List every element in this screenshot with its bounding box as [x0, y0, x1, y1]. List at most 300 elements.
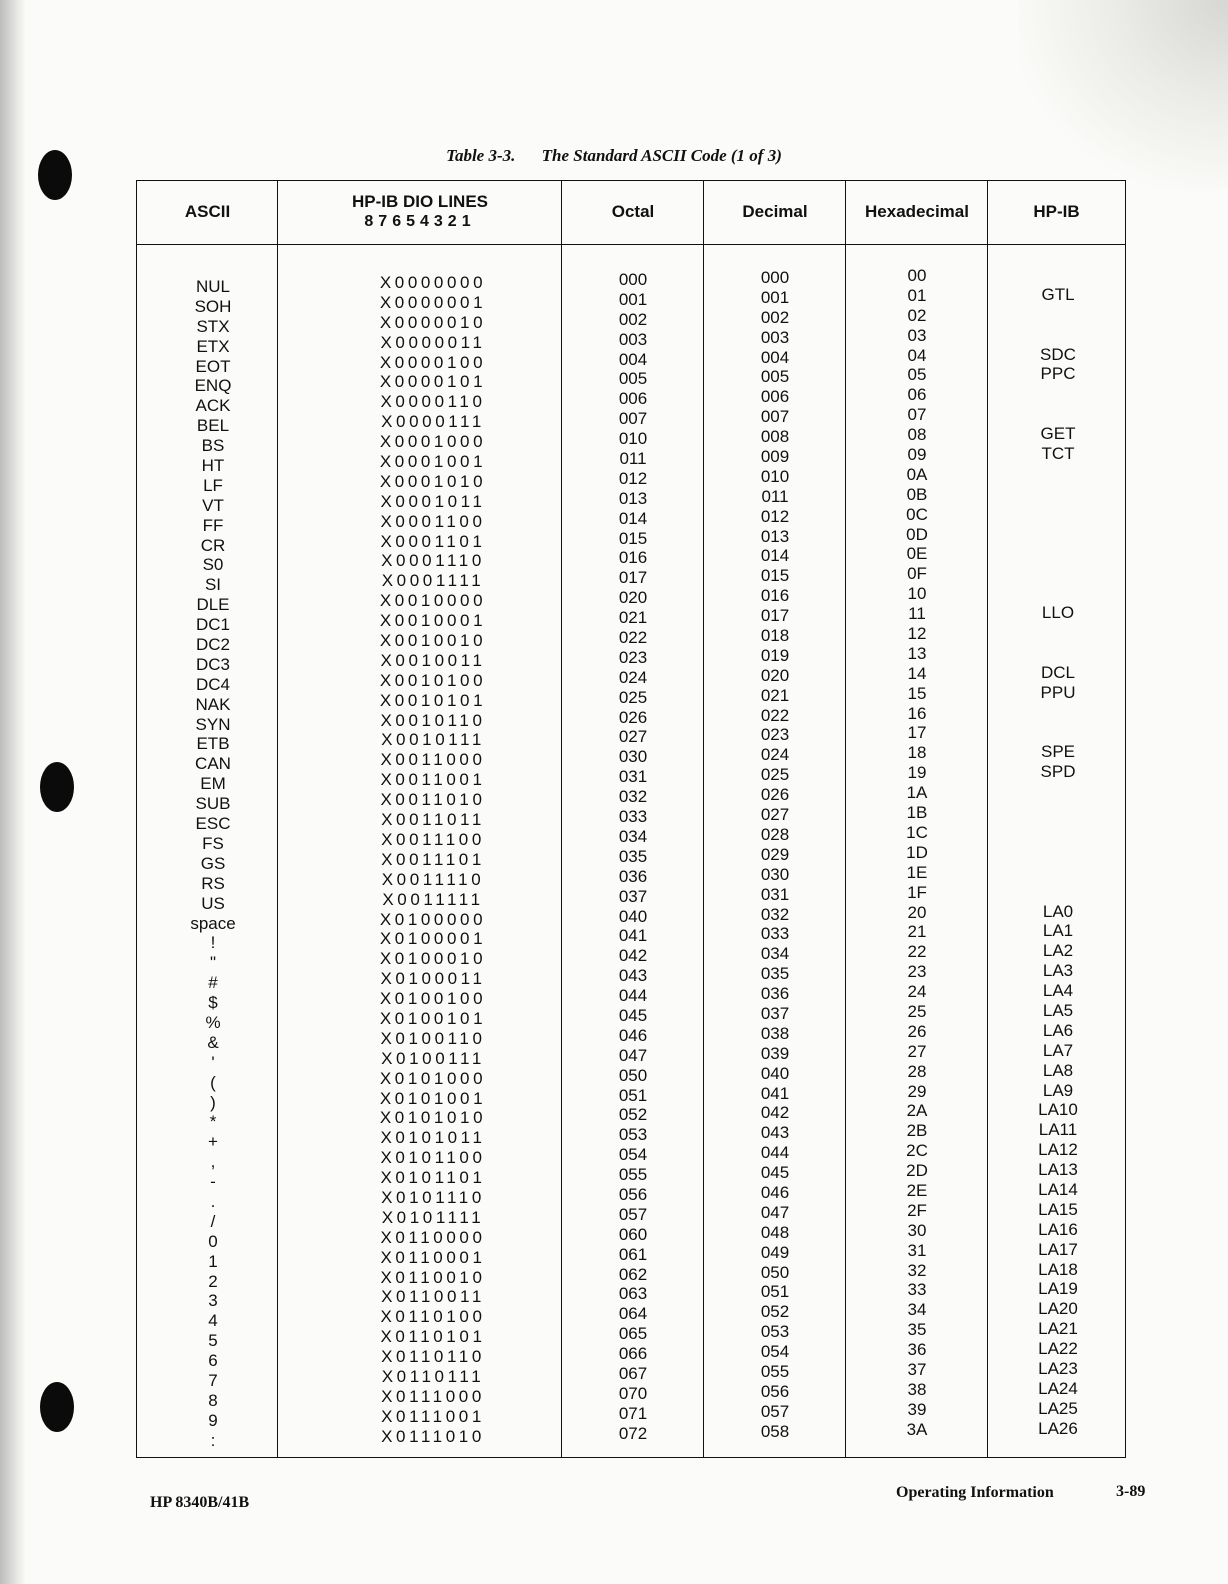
table-cell-ascii: NAK — [195, 694, 231, 714]
table-cell-hex: 14 — [907, 663, 927, 683]
table-cell-ascii: DLE — [196, 595, 230, 615]
table-cell-dio: X0110000 — [380, 1227, 486, 1247]
table-cell-decimal: 024 — [760, 745, 790, 765]
table-cell-dio: X0000000 — [379, 273, 487, 292]
table-cell-hpib — [993, 504, 1123, 524]
table-cell-octal: 014 — [618, 508, 648, 528]
table-cell-decimal: 053 — [760, 1322, 790, 1342]
table-cell-decimal: 039 — [760, 1043, 790, 1063]
table-cell-hex: 1B — [906, 803, 928, 823]
table-cell-hpib: LA0 — [1042, 901, 1074, 921]
table-cell-hpib: LA24 — [1038, 1378, 1078, 1398]
table-cell-hex: 38 — [907, 1379, 927, 1399]
table-cell-hpib — [993, 524, 1123, 544]
table-cell-dio: X0010100 — [379, 670, 487, 690]
table-cell-ascii: 4 — [208, 1311, 218, 1331]
table-cell-hpib: DCL — [1040, 662, 1075, 682]
table-cell-dio: X0000110 — [380, 392, 486, 412]
table-cell-octal: 065 — [618, 1324, 648, 1344]
table-cell-hex: 09 — [907, 445, 927, 465]
table-cell-dio: X0100110 — [380, 1028, 486, 1048]
table-cell-dio: X0011101 — [381, 849, 485, 869]
table-cell-hpib — [993, 305, 1123, 325]
column-octal — [567, 270, 699, 1444]
table-cell-ascii: CR — [200, 535, 226, 555]
table-cell-hpib: LA6 — [1042, 1020, 1074, 1040]
table-cell-decimal: 023 — [760, 725, 790, 745]
table-cell-decimal: 041 — [760, 1083, 790, 1103]
table-cell-hpib: LA2 — [1042, 941, 1074, 961]
table-cell-octal: 067 — [618, 1363, 648, 1383]
table-cell-ascii: 7 — [208, 1370, 218, 1390]
table-cell-hex: 23 — [907, 962, 927, 982]
table-cell-decimal: 027 — [760, 805, 790, 825]
table-cell-ascii: RS — [201, 873, 225, 893]
table-cell-hpib: GTL — [1041, 284, 1075, 304]
table-cell-octal: 034 — [618, 826, 648, 846]
table-cell-ascii: ACK — [195, 396, 231, 416]
table-cell-hpib: LA25 — [1038, 1398, 1078, 1418]
table-cell-decimal: 051 — [760, 1282, 790, 1302]
table-cell-dio: X0011100 — [381, 829, 485, 849]
table-cell-decimal: 000 — [760, 268, 790, 287]
table-cell-dio: X0000010 — [379, 312, 487, 332]
table-cell-octal: 056 — [618, 1184, 648, 1204]
table-cell-ascii: SOH — [194, 296, 232, 316]
table-cell-ascii: $ — [208, 993, 218, 1013]
table-cell-dio: X0001100 — [380, 511, 486, 531]
footer-page-number: 3-89 — [1116, 1483, 1146, 1500]
table-cell-hex: 33 — [907, 1280, 927, 1300]
table-cell-hex: 0E — [906, 544, 928, 564]
table-cell-dio: X0011010 — [380, 790, 486, 810]
table-cell-ascii: HT — [201, 456, 225, 476]
table-cell-ascii: US — [201, 893, 225, 913]
table-cell-hex: 1E — [906, 862, 928, 882]
table-cell-hex: 30 — [907, 1220, 927, 1240]
table-cell-octal: 033 — [618, 807, 648, 827]
table-cell-decimal: 020 — [760, 665, 790, 685]
table-cell-hpib: LA3 — [1042, 961, 1074, 981]
table-cell-dio: X0100111 — [381, 1048, 485, 1068]
column-divider — [561, 181, 562, 1457]
header-dio-lines — [278, 181, 562, 243]
table-cell-hex: 37 — [907, 1359, 927, 1379]
ascii-table — [136, 180, 1126, 1458]
table-cell-dio: X0011110 — [381, 869, 485, 889]
table-cell-decimal: 031 — [760, 884, 790, 904]
table-cell-hpib: SPD — [1040, 762, 1076, 782]
table-cell-ascii: space — [190, 913, 236, 933]
binder-hole-middle — [40, 762, 74, 812]
table-cell-decimal: 015 — [760, 566, 790, 586]
table-cell-octal: 061 — [618, 1244, 648, 1264]
table-cell-dio: X0100011 — [380, 969, 486, 989]
table-cell-decimal: 044 — [760, 1143, 790, 1163]
table-cell-hpib — [993, 484, 1123, 504]
table-cell-dio: X0110100 — [380, 1307, 486, 1327]
table-cell-octal: 051 — [618, 1085, 648, 1105]
table-cell-hex: 26 — [907, 1021, 927, 1041]
table-cell-dio: X0001010 — [379, 471, 487, 491]
table-cell-hex: 1C — [906, 822, 928, 842]
header-dio-bits: 87654321 — [364, 213, 476, 230]
table-cell-hpib: LA5 — [1042, 1000, 1074, 1020]
table-cell-hpib — [993, 862, 1123, 882]
table-cell-octal: 036 — [618, 866, 648, 886]
table-cell-dio: X0000101 — [379, 372, 487, 392]
table-cell-octal: 037 — [618, 886, 648, 906]
table-cell-ascii: " — [209, 953, 217, 973]
table-cell-hex: 2F — [907, 1200, 927, 1220]
table-cell-dio: X0101101 — [380, 1168, 486, 1188]
table-cell-hex: 03 — [907, 325, 927, 345]
table-cell-hex: 02 — [907, 305, 927, 325]
table-cell-dio: X0100010 — [379, 949, 487, 969]
table-cell-decimal: 011 — [761, 486, 789, 506]
table-cell-hpib: GET — [1040, 424, 1076, 444]
table-cell-octal: 006 — [618, 389, 648, 409]
table-cell-octal: 064 — [618, 1304, 648, 1324]
table-cell-ascii: + — [208, 1132, 218, 1152]
table-cell-hpib — [993, 265, 1123, 285]
table-cell-hex: 1A — [906, 783, 928, 803]
table-cell-dio: X0010001 — [379, 611, 487, 631]
table-cell-octal: 050 — [618, 1065, 648, 1085]
table-cell-hex: 3A — [906, 1419, 928, 1439]
table-cell-hex: 04 — [907, 345, 927, 365]
table-cell-ascii: ( — [210, 1072, 216, 1092]
table-cell-hex: 35 — [907, 1320, 927, 1340]
table-cell-hex: 19 — [907, 763, 927, 783]
table-cell-octal: 063 — [618, 1284, 648, 1304]
column-divider — [703, 181, 704, 1457]
table-cell-hex: 2A — [906, 1101, 928, 1121]
table-cell-hex: 31 — [907, 1240, 927, 1260]
table-cell-hpib: LA9 — [1042, 1080, 1074, 1100]
table-cell-decimal: 032 — [760, 904, 790, 924]
header-dio-title: HP-IB DIO LINES — [351, 192, 488, 211]
table-cell-hex: 25 — [907, 1001, 927, 1021]
table-cell-octal: 022 — [618, 628, 648, 648]
table-cell-decimal: 029 — [760, 844, 790, 864]
table-cell-octal: 047 — [618, 1045, 648, 1065]
table-cell-octal: 020 — [618, 588, 648, 608]
header-octal — [562, 181, 704, 243]
table-cell-decimal: 012 — [760, 506, 790, 526]
table-cell-octal: 035 — [618, 846, 648, 866]
table-cell-ascii: EOT — [195, 356, 231, 376]
table-cell-octal: 053 — [618, 1125, 648, 1145]
table-cell-octal: 062 — [618, 1264, 648, 1284]
table-cell-hpib — [993, 563, 1123, 583]
table-cell-ascii: ETX — [196, 336, 230, 356]
table-cell-hpib — [993, 722, 1123, 742]
table-cell-octal: 072 — [618, 1423, 648, 1443]
table-cell-ascii: * — [209, 1112, 217, 1132]
table-cell-hpib: LA18 — [1038, 1259, 1078, 1279]
table-cell-hpib: PPU — [1040, 682, 1076, 702]
table-cell-hex: 15 — [907, 683, 927, 703]
table-title: The Standard ASCII Code (1 of 3) — [541, 146, 782, 165]
table-cell-dio: X0110010 — [380, 1267, 486, 1287]
table-cell-hex: 1D — [906, 842, 928, 862]
table-cell-dio: X0110101 — [380, 1327, 486, 1347]
table-cell-octal: 026 — [618, 707, 648, 727]
table-cell-decimal: 055 — [760, 1361, 790, 1381]
table-cell-dio: X0011001 — [380, 770, 486, 790]
table-cell-dio: X0011111 — [382, 889, 484, 909]
table-cell-decimal: 016 — [760, 586, 790, 606]
table-cell-hex: 17 — [907, 723, 927, 743]
table-cell-dio: X0101001 — [379, 1088, 487, 1108]
table-cell-octal: 057 — [618, 1204, 648, 1224]
table-cell-decimal: 040 — [760, 1063, 790, 1083]
page-binding-edge — [0, 0, 26, 1584]
table-cell-dio: X0011011 — [381, 810, 485, 830]
table-cell-hpib: LA20 — [1038, 1299, 1078, 1319]
table-cell-ascii: ENQ — [194, 376, 232, 396]
table-cell-hpib: PPC — [1040, 364, 1076, 384]
table-cell-octal: 040 — [618, 906, 648, 926]
table-header-row — [137, 181, 1125, 245]
table-cell-hex: 12 — [907, 624, 927, 644]
table-cell-hpib — [993, 802, 1123, 822]
table-cell-hpib: LA13 — [1038, 1160, 1078, 1180]
table-cell-hex: 2C — [906, 1141, 928, 1161]
table-cell-ascii: 2 — [208, 1271, 218, 1291]
table-cell-decimal: 037 — [760, 1003, 790, 1023]
table-cell-octal: 071 — [618, 1403, 648, 1423]
table-cell-decimal: 017 — [760, 606, 790, 626]
table-cell-ascii: DC3 — [195, 654, 230, 674]
table-cell-ascii: 8 — [208, 1390, 218, 1410]
table-cell-hex: 22 — [907, 942, 927, 962]
table-cell-hpib: TCT — [1041, 444, 1075, 464]
table-cell-ascii: - — [210, 1172, 216, 1192]
table-cell-hex: 28 — [907, 1061, 927, 1081]
table-cell-ascii: ! — [210, 933, 216, 953]
table-cell-decimal: 038 — [760, 1023, 790, 1043]
table-cell-dio: X0001000 — [379, 432, 487, 452]
table-cell-decimal: 036 — [760, 984, 790, 1004]
table-cell-decimal: 019 — [760, 645, 790, 665]
table-cell-dio: X0100100 — [379, 989, 487, 1009]
table-cell-hpib: LLO — [1041, 603, 1075, 623]
table-cell-decimal: 056 — [760, 1381, 790, 1401]
table-cell-dio: X0100001 — [379, 929, 487, 949]
table-cell-hex: 07 — [907, 405, 927, 425]
header-hexadecimal — [846, 181, 988, 243]
table-cell-hpib: LA26 — [1038, 1418, 1078, 1438]
table-cell-dio: X0010000 — [379, 591, 487, 611]
table-cell-hex: 29 — [907, 1081, 927, 1101]
table-cell-decimal: 046 — [760, 1182, 790, 1202]
column-hexadecimal — [852, 266, 982, 1440]
table-cell-hpib: LA8 — [1042, 1060, 1074, 1080]
table-cell-octal: 070 — [618, 1383, 648, 1403]
table-cell-decimal: 002 — [760, 307, 790, 327]
table-cell-dio: X0101011 — [380, 1128, 486, 1148]
table-cell-hpib: LA1 — [1042, 921, 1074, 941]
table-cell-decimal: 018 — [760, 626, 790, 646]
table-cell-hex: 0B — [906, 484, 928, 504]
table-cell-decimal: 052 — [760, 1302, 790, 1322]
table-cell-ascii: 9 — [208, 1410, 218, 1430]
table-cell-dio: X0001111 — [381, 571, 485, 591]
table-cell-ascii: FF — [202, 515, 224, 535]
table-cell-decimal: 042 — [760, 1103, 790, 1123]
table-cell-ascii: SI — [204, 575, 222, 595]
table-cell-hpib — [993, 464, 1123, 484]
table-cell-ascii: LF — [203, 475, 223, 495]
table-cell-decimal: 043 — [760, 1123, 790, 1143]
binder-hole-bottom — [40, 1382, 74, 1432]
column-divider — [845, 181, 846, 1457]
table-cell-ascii: : — [210, 1430, 216, 1450]
table-cell-decimal: 006 — [760, 387, 790, 407]
table-cell-hpib: LA19 — [1038, 1279, 1078, 1299]
table-cell-octal: 015 — [618, 528, 648, 548]
table-cell-hpib: LA14 — [1038, 1179, 1078, 1199]
table-cell-decimal: 026 — [760, 785, 790, 805]
column-decimal — [709, 268, 841, 1442]
table-cell-hpib: LA10 — [1038, 1100, 1078, 1120]
table-cell-ascii: 1 — [208, 1251, 218, 1271]
table-cell-octal: 030 — [618, 747, 648, 767]
table-cell-decimal: 010 — [760, 466, 790, 486]
table-cell-octal: 055 — [618, 1165, 648, 1185]
table-cell-ascii: ETB — [196, 734, 230, 754]
table-cell-hpib — [993, 782, 1123, 802]
table-cell-dio: X0101110 — [381, 1187, 485, 1207]
table-cell-ascii: % — [205, 1012, 221, 1032]
table-cell-octal: 054 — [618, 1145, 648, 1165]
table-cell-dio: X0000001 — [379, 292, 487, 312]
table-cell-octal: 011 — [619, 449, 647, 469]
table-cell-ascii: DC2 — [195, 635, 230, 655]
table-cell-dio: X0111001 — [381, 1406, 485, 1426]
table-cell-hex: 08 — [907, 425, 927, 445]
table-cell-ascii: 6 — [208, 1351, 218, 1371]
table-cell-ascii: BEL — [196, 416, 230, 436]
table-cell-ascii: FS — [202, 833, 224, 853]
table-cell-ascii: , — [210, 1152, 216, 1172]
table-cell-dio: X0000011 — [380, 332, 486, 352]
table-cell-hex: 36 — [907, 1340, 927, 1360]
table-cell-ascii: 3 — [208, 1291, 218, 1311]
table-cell-hpib — [993, 404, 1123, 424]
table-cell-dio: X0110110 — [381, 1347, 485, 1367]
table-cell-ascii: ' — [211, 1052, 215, 1072]
table-cell-decimal: 001 — [760, 287, 790, 307]
table-cell-decimal: 003 — [760, 327, 790, 347]
table-cell-decimal: 025 — [760, 765, 790, 785]
table-cell-octal: 046 — [618, 1025, 648, 1045]
table-cell-hpib: LA15 — [1038, 1199, 1078, 1219]
table-cell-octal: 003 — [618, 329, 648, 349]
table-cell-octal: 016 — [618, 548, 648, 568]
table-cell-dio: X0110001 — [380, 1247, 486, 1267]
table-cell-hpib — [993, 325, 1123, 345]
table-cell-hpib — [993, 623, 1123, 643]
table-cell-hpib: LA4 — [1042, 981, 1074, 1001]
table-cell-hex: 11 — [908, 604, 926, 624]
table-cell-dio: X0110011 — [381, 1287, 485, 1307]
table-cell-dio: X0101000 — [379, 1068, 487, 1088]
table-cell-octal: 017 — [618, 568, 648, 588]
table-cell-decimal: 033 — [760, 924, 790, 944]
table-cell-hpib: LA23 — [1038, 1358, 1078, 1378]
table-cell-octal: 001 — [618, 289, 648, 309]
table-cell-octal: 010 — [618, 429, 648, 449]
table-cell-octal: 002 — [618, 309, 648, 329]
table-cell-dio: X0111010 — [381, 1426, 485, 1446]
column-divider — [277, 181, 278, 1457]
table-cell-ascii: ) — [210, 1092, 216, 1112]
table-cell-hpib: LA22 — [1038, 1339, 1078, 1359]
table-cell-dio: X0101100 — [380, 1148, 486, 1168]
table-cell-hpib — [993, 822, 1123, 842]
table-cell-hex: 2B — [906, 1121, 928, 1141]
table-cell-hpib — [993, 703, 1123, 723]
table-cell-dio: X0010101 — [379, 690, 487, 710]
table-cell-dio: X0010010 — [379, 631, 487, 651]
table-cell-hex: 1F — [907, 882, 927, 902]
table-cell-decimal: 054 — [760, 1342, 790, 1362]
table-cell-hpib — [993, 643, 1123, 663]
table-cell-decimal: 050 — [760, 1262, 790, 1282]
table-cell-hex: 0D — [906, 524, 928, 544]
table-cell-hex: 2E — [906, 1180, 928, 1200]
table-cell-decimal: 007 — [760, 407, 790, 427]
table-cell-ascii: & — [207, 1032, 219, 1052]
table-cell-hex: 27 — [907, 1041, 927, 1061]
table-cell-octal: 044 — [618, 986, 648, 1006]
table-cell-hpib — [993, 583, 1123, 603]
table-cell-octal: 025 — [618, 687, 648, 707]
table-cell-octal: 060 — [618, 1224, 648, 1244]
table-cell-ascii: ESC — [195, 814, 231, 834]
table-cell-hex: 05 — [907, 365, 927, 385]
table-cell-hex: 21 — [907, 922, 927, 942]
table-cell-dio: X0110111 — [381, 1366, 485, 1386]
table-cell-dio: X0100101 — [379, 1008, 487, 1028]
column-dio — [333, 273, 533, 1447]
table-cell-ascii: VT — [202, 495, 224, 515]
table-cell-decimal: 008 — [760, 427, 790, 447]
column-ascii — [157, 277, 269, 1451]
table-cell-octal: 042 — [618, 946, 648, 966]
table-cell-hex: 00 — [907, 266, 927, 285]
table-cell-octal: 007 — [618, 409, 648, 429]
header-hpib-label: HP-IB — [1033, 202, 1080, 221]
table-cell-dio: X0001110 — [381, 551, 485, 571]
table-cell-hpib: LA16 — [1038, 1219, 1078, 1239]
table-cell-octal: 027 — [618, 727, 648, 747]
table-cell-dio: X0101111 — [381, 1207, 485, 1227]
table-cell-decimal: 045 — [760, 1163, 790, 1183]
table-cell-ascii: . — [210, 1191, 216, 1211]
table-cell-dio: X0010011 — [380, 650, 486, 670]
table-cell-ascii: SUB — [195, 794, 231, 814]
table-cell-hex: 34 — [907, 1300, 927, 1320]
table-cell-ascii: / — [210, 1211, 216, 1231]
header-hex-label: Hexadecimal — [865, 202, 969, 221]
table-cell-hex: 24 — [907, 982, 927, 1002]
table-cell-dio: X0001001 — [379, 452, 487, 472]
table-cell-decimal: 030 — [760, 864, 790, 884]
